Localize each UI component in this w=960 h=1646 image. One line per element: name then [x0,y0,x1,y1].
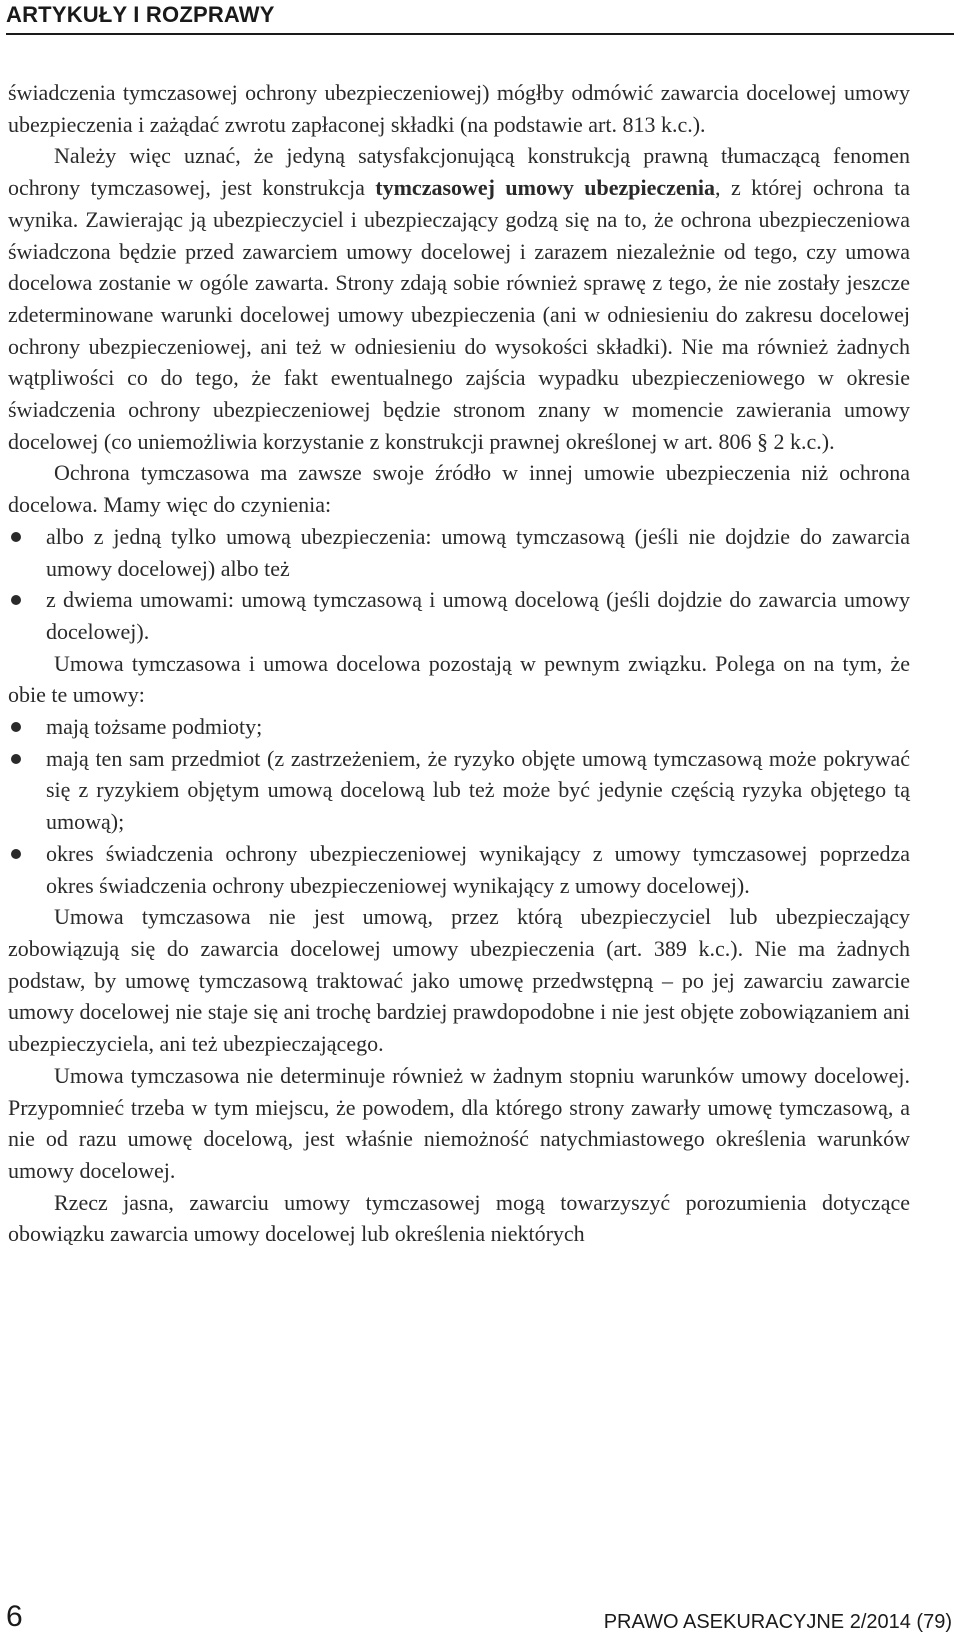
bullet-list [8,521,910,648]
paragraph-continued: świadczenia tymczasowej ochrony ubezpieczeniowej) mógłby odmówić zawarcia docelowej umowy ubezpieczenia i zażądać zwrotu zapłaconej składki (na podstawie art. 813 k.c.). [8,80,910,137]
list-item: albo z jedną tylko umową ubezpieczenia: umową tymczasową (jeśli nie dojdzie do zawarcia umowy docelowej) albo też [8,521,910,584]
bullet-list [8,711,910,901]
paragraph-text: Należy więc uznać, że jedyną satysfakcjonującą konstrukcją prawną tłumaczącą fenomen ochrony tymczasowej, jest konstrukcja [8,143,910,201]
paragraph: Umowa tymczasowa nie jest umową, przez którą ubezpieczyciel lub ubezpieczający zobowiązują się do zawarcia docelowej umowy ubezpieczenia (art. 389 k.c.). Nie ma żadnych podstaw, by umowę tymczasową traktować jako umowę przedwstępną – po jej zawarciu zawarcie umowy docelowej nie staje się ani trochę bardziej prawdopodobne i nie jest objęte zobowiązaniem ani ubezpieczyciela, ani też ubezpieczającego. [8,904,910,1057]
journal-footer: PRAWO ASEKURACYJNE 2/2014 (79) [603,1611,952,1633]
list-item: z dwiema umowami: umową tymczasową i umową docelową (jeśli dojdzie do zawarcia umowy docelowej). [8,584,910,647]
paragraph-text: , z której ochrona ta wynika. Zawierając ją ubezpieczyciel i ubezpieczający godzą się na to, że ochrona ubezpieczeniowa świadczona będzie przed zawarciem umowy docelowej i zarazem niezależnie od tego, czy umowa docelowa zostanie w ogóle zawarta. Strony zdają sobie również sprawę z tego, że nie zostały jeszcze zdeterminowane warunki docelowej umowy ubezpieczenia (ani w odniesieniu do zakresu docelowej ochrony ubezpieczeniowej, ani też w odniesieniu do wysokości składki). Nie ma również żadnych wątpliwości co do tego, że fakt ewentualnego zajścia wypadku ubezpieczeniowego w okresie świadczenia ochrony ubezpieczeniowej będzie stronom znany w momencie zawierania umowy docelowej (co uniemożliwia korzystanie z konstrukcji prawnej określonej w art. 806 § 2 k.c.). [8,175,910,454]
paragraph: Umowa tymczasowa nie determinuje również w żadnym stopniu warunków umowy docelowej. Przypomnieć trzeba w tym miejscu, że powodem, dla którego strony zawarły umowę tymczasową, a nie od razu umowę docelową, jest właśnie niemożność natychmiastowego określenia warunków umowy docelowej. [8,1062,910,1183]
running-header [0,0,960,36]
bold-term: tymczasowej umowy ubezpieczenia [375,175,716,201]
paragraph: Ochrona tymczasowa ma zawsze swoje źródło w innej umowie ubezpieczenia niż ochrona docelowa. Mamy więc do czynienia: [8,460,910,518]
paragraph: Umowa tymczasowa i umowa docelowa pozostają w pewnym związku. Polega on na tym, że obie te umowy: [8,650,910,708]
page-number: 6 [6,1600,23,1633]
article-body [8,77,910,1250]
list-item: mają tożsame podmioty; [8,711,910,743]
paragraph: Rzecz jasna, zawarciu umowy tymczasowej mogą towarzyszyć porozumienia dotyczące obowiązku zawarcia umowy docelowej lub określenia niektórych [8,1189,910,1247]
list-item: okres świadczenia ochrony ubezpieczeniowej wynikający z umowy tymczasowej poprzedza okres świadczenia ochrony ubezpieczeniowej wynikający z umowy docelowej). [8,838,910,901]
header-divider [6,33,954,35]
section-title: ARTYKUŁY I ROZPRAWY [6,2,275,27]
list-item: mają ten sam przedmiot (z zastrzeżeniem, że ryzyko objęte umową tymczasową może pokrywać się z ryzykiem objętym umową docelową lub też może być jedynie częścią ryzyka objętego tą umową); [8,743,910,838]
paragraph [8,140,910,457]
